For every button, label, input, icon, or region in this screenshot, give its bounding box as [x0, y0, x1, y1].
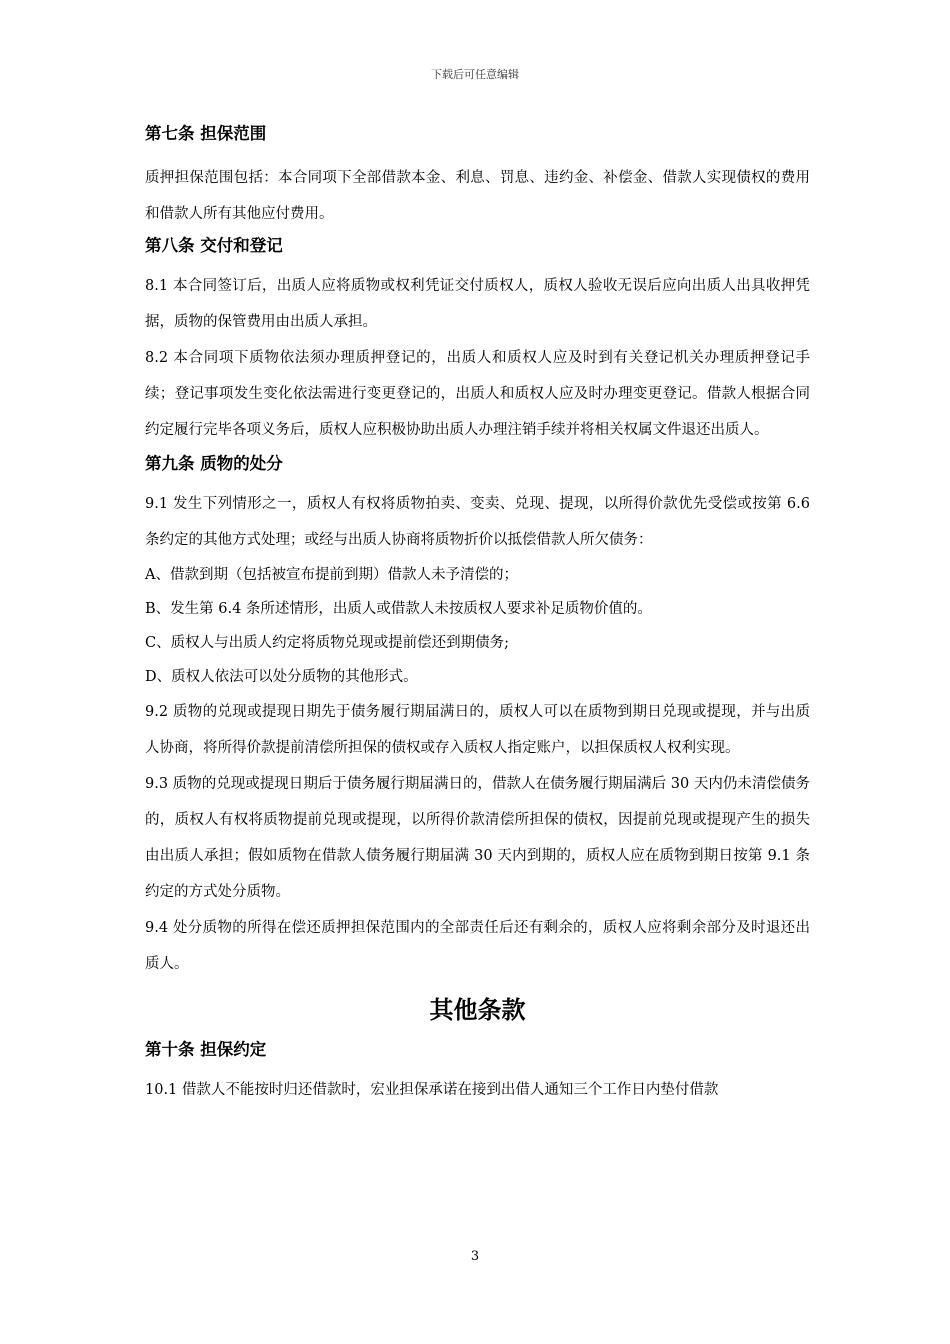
article-9-2-paragraph: 9.2 质物的兑现或提现日期先于债务履行期届满日的，质权人可以在质物到期日兑现或提现，并与出质人协商，将所得价款提前清偿所担保的债权或存入质权人指定账户，以担保质权人权利实现。	[145, 704, 810, 756]
article-9-heading: 第九条 质物的处分	[145, 454, 283, 473]
article-9-item-c: C、质权人与出质人约定将质物兑现或提前偿还到期债务;	[145, 635, 509, 651]
article-8-heading: 第八条 交付和登记	[145, 236, 283, 255]
section-title: 其他条款	[429, 996, 526, 1024]
article-9-item-d: D、质权人依法可以处分质物的其他形式。	[145, 669, 418, 685]
article-8-1-paragraph: 8.1 本合同签订后，出质人应将质物或权利凭证交付质权人，质权人验收无误后应向出质人出具收押凭据，质物的保管费用由出质人承担。	[145, 278, 810, 330]
article-8-2-paragraph: 8.2 本合同项下质物依法须办理质押登记的，出质人和质权人应及时到有关登记机关办理质押登记手续；登记事项发生变化依法需进行变更登记的，出质人和质权人应及时办理变更登记。借款人根据合同约定履行完毕各项义务后，质权人应积极协助出质人办理注销手续并将相关权属文件退还出质人。	[145, 350, 810, 438]
article-9-4-paragraph: 9.4 处分质物的所得在偿还质押担保范围内的全部责任后还有剩余的，质权人应将剩余部分及时退还出质人。	[145, 920, 810, 972]
article-9-3-paragraph: 9.3 质物的兑现或提现日期后于债务履行期届满日的，借款人在债务履行期届满后 30 天内仍未清偿债务的，质权人有权将质物提前兑现或提现，以所得价款清偿所担保的债权，因提前兑现或提现产生的损失由出质人承担；假如质物在借款人债务履行期届满 30 天内到期的，质权人应在质物到期日按第 9.1 条约定的方式处分质物。	[145, 776, 810, 900]
article-7-paragraph: 质押担保范围包括：本合同项下全部借款本金、利息、罚息、违约金、补偿金、借款人实现债权的费用和借款人所有其他应付费用。	[145, 170, 810, 222]
page-header: 下载后可任意编辑	[431, 68, 519, 81]
article-10-1-paragraph: 10.1 借款人不能按时归还借款时，宏业担保承诺在接到出借人通知三个工作日内垫付借款	[145, 1082, 719, 1098]
article-7-heading: 第七条 担保范围	[145, 124, 267, 143]
article-9-item-b: B、发生第 6.4 条所述情形，出质人或借款人未按质权人要求补足质物价值的。	[145, 601, 652, 617]
article-10-heading: 第十条 担保约定	[145, 1040, 267, 1059]
page-number: 3	[470, 1249, 480, 1264]
article-9-item-a: A、借款到期（包括被宣布提前到期）借款人未予清偿的；	[145, 567, 518, 583]
article-9-1-paragraph: 9.1 发生下列情形之一，质权人有权将质物拍卖、变卖、兑现、提现，以所得价款优先受偿或按第 6.6 条约定的其他方式处理；或经与出质人协商将质物折价以抵偿借款人所欠债务：	[145, 496, 810, 548]
document-body	[145, 122, 810, 1108]
